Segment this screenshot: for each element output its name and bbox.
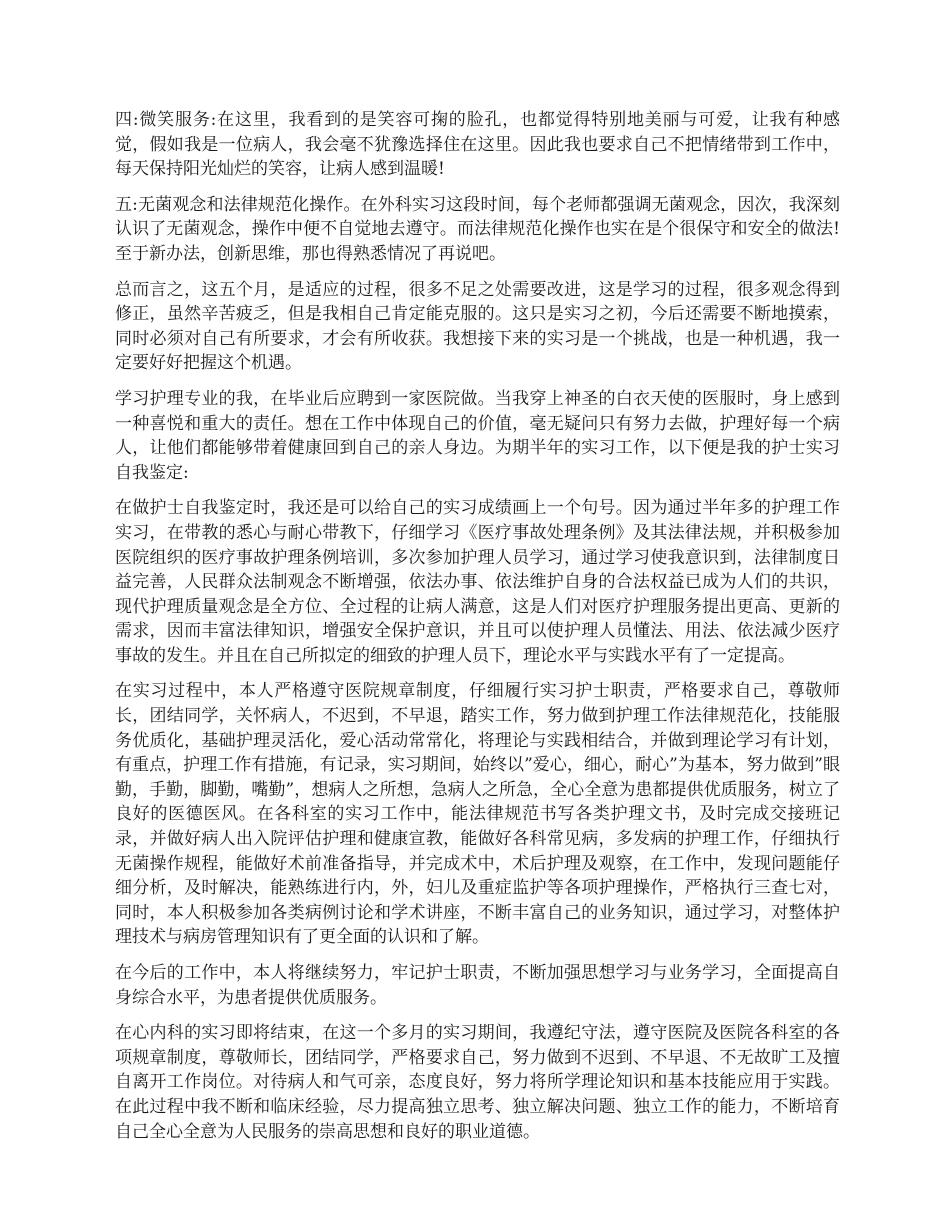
paragraph-summary: 总而言之，这五个月，是适应的过程，很多不足之处需要改进，这是学习的过程，很多观念得到修正，虽然辛苦疲乏，但是我相自己肯定能克服的。这只是实习之初，今后还需要不断地摸索，同时必须对自己有所要求，才会有所收获。我想接下来的实习是一个挑战，也是一种机遇，我一定要好好把握这个机遇。	[115, 279, 840, 374]
paragraph-cardiology-internship: 在心内科的实习即将结束，在这一个多月的实习期间，我遵纪守法，遵守医院及医院各科室的各项规章制度，尊敬师长，团结同学，严格要求自己，努力做到不迟到、不早退、不无故旷工及擅自离开工作岗位。对待病人和气可亲，态度良好，努力将所学理论知识和基本技能应用于实践。在此过程中我不断和临床经验，尽力提高独立思考、独立解决问题、独立工作的能力，不断培育自己全心全意为人民服务的崇高思想和良好的职业道德。	[115, 1023, 840, 1142]
document-body	[115, 108, 840, 1155]
paragraph-smile-service: 四:微笑服务:在这里，我看到的是笑容可掬的脸孔，也都觉得特别地美丽与可爱，让我有种感觉，假如我是一位病人，我会毫不犹豫选择住在这里。因此我也要求自己不把情绪带到工作中，每天保持阳光灿烂的笑容，让病人感到温暖!	[115, 110, 840, 180]
paragraph-nursing-major: 学习护理专业的我，在毕业后应聘到一家医院做。当我穿上神圣的白衣天使的医服时，身上感到一种喜悦和重大的责任。想在工作中体现自己的价值，毫无疑问只有努力去做，护理好每一个病人，让他们都能够带着健康回到自己的亲人身边。为期半年的实习工作，以下便是我的护士实习自我鉴定:	[115, 388, 840, 483]
paragraph-internship-process: 在实习过程中，本人严格遵守医院规章制度，仔细履行实习护士职责，严格要求自己，尊敬师长，团结同学，关怀病人，不迟到，不早退，踏实工作，努力做到护理工作法律规范化，技能服务优质化，基础护理灵活化，爱心活动常常化，将理论与实践相结合，并做到理论学习有计划，有重点，护理工作有措施，有记录，实习期间，始终以”爱心，细心，耐心”为基本，努力做到”眼勤，手勤，脚勤，嘴勤”，想病人之所想，急病人之所急，全心全意为患都提供优质服务，树立了良好的医德医风。在各科室的实习工作中，能法律规范书写各类护理文书，及时完成交接班记录，并做好病人出入院评估护理和健康宣教，能做好各科常见病，多发病的护理工作，仔细执行无菌操作规程，能做好术前准备指导，并完成术中，术后护理及观察，在工作中，发现问题能仔细分析，及时解决，能熟练进行内，外，妇儿及重症监护等各项护理操作，严格执行三查七对，同时，本人积极参加各类病例讨论和学术讲座，不断丰富自己的业务知识，通过学习，对整体护理技术与病房管理知识有了更全面的认识和了解。	[115, 681, 840, 948]
paragraph-self-assessment: 在做护士自我鉴定时，我还是可以给自己的实习成绩画上一个句号。因为通过半年多的护理工作实习，在带教的悉心与耐心带教下，仔细学习《医疗事故处理条例》及其法律法规，并积极参加医院组织的医疗事故护理条例培训，多次参加护理人员学习，通过学习使我意识到，法律制度日益完善，人民群众法制观念不断增强，依法办事、依法维护自身的合法权益已成为人们的共识，现代护理质量观念是全方位、全过程的让病人满意，这是人们对医疗护理服务提出更高、更新的需求，因而丰富法律知识，增强安全保护意识，并且可以使护理人员懂法、用法、依法减少医疗事故的发生。并且在自己所拟定的细致的护理人员下，理论水平与实践水平有了一定提高。	[115, 498, 840, 666]
paragraph-future-work: 在今后的工作中，本人将继续努力，牢记护士职责，不断加强思想学习与业务学习，全面提高自身综合水平，为患者提供优质服务。	[115, 963, 840, 1008]
paragraph-aseptic-concept: 五:无菌观念和法律规范化操作。在外科实习这段时间，每个老师都强调无菌观念，因次，我深刻认识了无菌观念，操作中便不自觉地去遵守。而法律规范化操作也实在是个很保守和安全的做法!至于新办法，创新思维，那也得熟悉情况了再说吧。	[115, 194, 840, 264]
